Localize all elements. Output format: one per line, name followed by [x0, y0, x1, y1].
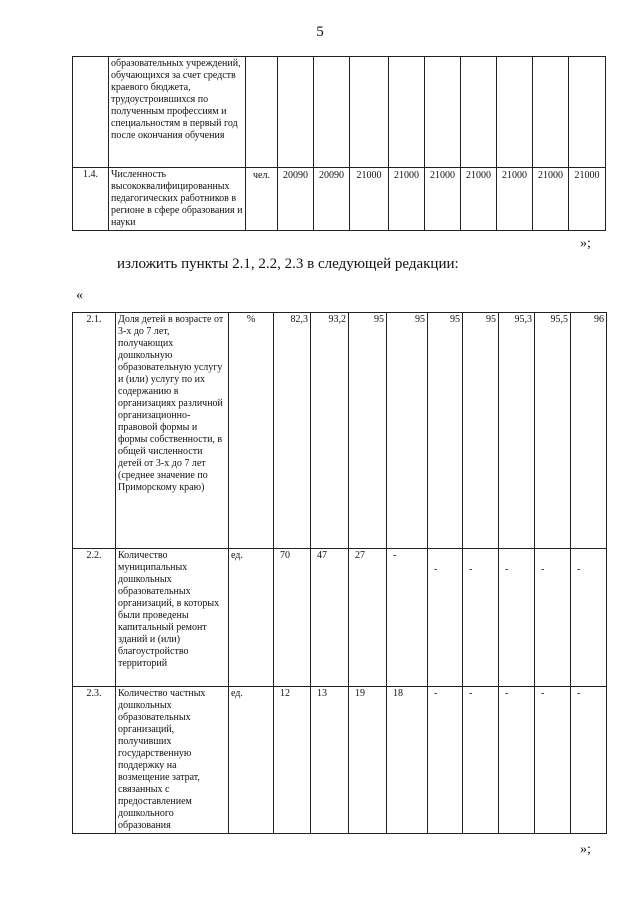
row-name-cell: Количество муниципальных дошкольных образовательных организаций, в которых были проведены капитальный ремонт зданий и (или) благоустройство территорий: [116, 549, 229, 687]
value-cell: -: [499, 549, 535, 687]
row-num-cell: [73, 57, 109, 168]
value-cell: -: [571, 549, 607, 687]
table-row-continuation: [73, 57, 606, 168]
value-cell: -: [463, 687, 499, 834]
value-cell: 21000: [461, 168, 497, 231]
row-num-cell: 2.1.: [73, 313, 116, 549]
value-cell: 95: [463, 313, 499, 549]
value-cell: 95: [387, 313, 428, 549]
closing-quote: »;: [580, 236, 591, 251]
row-name-cell: образовательных учреждений, обучающихся за счет средств краевого бюджета, трудоустроившихся по полученным профессиям и специальностям в первый год после окончания обучения: [109, 57, 246, 168]
row-num-cell: 2.2.: [73, 549, 116, 687]
value-cell: 20090: [314, 168, 350, 231]
unit-cell: %: [229, 313, 274, 549]
value-cell: 95,5: [535, 313, 571, 549]
value-cell: 96: [571, 313, 607, 549]
value-cell: -: [428, 687, 463, 834]
value-cell: -: [428, 549, 463, 687]
indicators-table-1: [72, 56, 606, 231]
value-cell: 13: [311, 687, 349, 834]
value-cell: 47: [311, 549, 349, 687]
value-cell: 20090: [278, 168, 314, 231]
table-row: [73, 687, 607, 834]
value-cell: -: [535, 549, 571, 687]
value-cell: 12: [274, 687, 311, 834]
value-cell: 95,3: [499, 313, 535, 549]
unit-cell: чел.: [246, 168, 278, 231]
value-cell: 21000: [425, 168, 461, 231]
row-name-cell: Численность высококвалифицированных педагогических работников в регионе в сфере образования и науки: [109, 168, 246, 231]
table-row: [73, 549, 607, 687]
value-cell: -: [535, 687, 571, 834]
value-cell: 21000: [497, 168, 533, 231]
value-cell: -: [463, 549, 499, 687]
value-cell: 27: [349, 549, 387, 687]
value-cell: 21000: [389, 168, 425, 231]
page-number: 5: [316, 24, 324, 40]
row-name-cell: Доля детей в возрасте от 3-х до 7 лет, получающих дошкольную образовательную услугу и (или) услугу по их содержанию в организациях различной организационно-правовой формы и формы собственности, в общей численности детей от 3-х до 7 лет (среднее значение по Приморскому краю): [116, 313, 229, 549]
value-cell: 19: [349, 687, 387, 834]
value-cell: -: [387, 549, 428, 687]
row-num-cell: 2.3.: [73, 687, 116, 834]
value-cell: 18: [387, 687, 428, 834]
value-cell: 21000: [569, 168, 606, 231]
value-cell: 93,2: [311, 313, 349, 549]
table-row: [73, 168, 606, 231]
unit-cell: ед.: [229, 549, 274, 687]
value-cell: 82,3: [274, 313, 311, 549]
amendment-paragraph: изложить пункты 2.1, 2.2, 2.3 в следующей редакции:: [117, 256, 459, 272]
closing-quote: »;: [580, 842, 591, 857]
row-num-cell: 1.4.: [73, 168, 109, 231]
value-cell: 95: [428, 313, 463, 549]
value-cell: 95: [349, 313, 387, 549]
value-cell: -: [571, 687, 607, 834]
value-cell: 21000: [350, 168, 389, 231]
value-cell: -: [499, 687, 535, 834]
table-row: [73, 313, 607, 549]
opening-quote: «: [76, 288, 83, 303]
value-cell: 21000: [533, 168, 569, 231]
indicators-table-2: [72, 312, 607, 834]
unit-cell: ед.: [229, 687, 274, 834]
value-cell: 70: [274, 549, 311, 687]
row-name-cell: Количество частных дошкольных образовательных организаций, получивших государственную поддержку на возмещение затрат, связанных с предоставлением дошкольного образования: [116, 687, 229, 834]
